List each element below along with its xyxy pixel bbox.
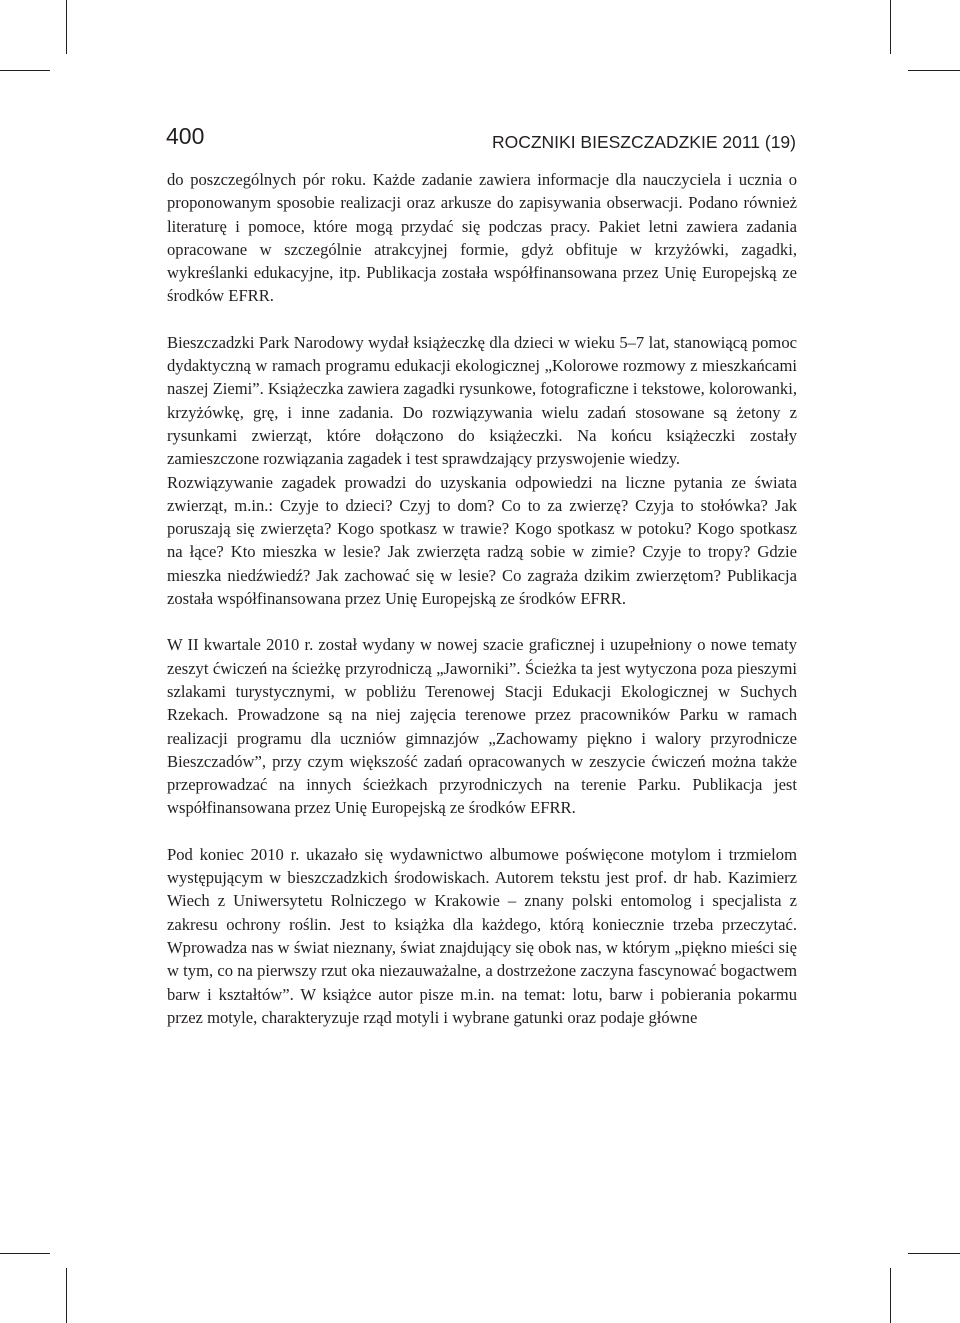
crop-mark-bottom-right [890,1268,891,1323]
crop-mark-top-right-horizontal [908,70,960,71]
crop-mark-top-right [890,0,891,54]
journal-title: ROCZNIKI BIESZCZADZKIE 2011 (19) [491,132,796,152]
crop-mark-top-left [66,0,67,54]
paragraph-jaworniki-workbook: W II kwartale 2010 r. został wydany w nowej szacie graficznej i uzupełniony o nowe tematy zeszyt ćwiczeń na ścieżkę przyrodniczą „Jaworniki”. Ścieżka ta jest wytyczona poza pieszymi szlakami turystycznymi, w pobliżu Terenowej Stacji Edukacji Ekologicznej w Suchych Rzekach. Prowadzone są na niej zajęcia terenowe przez pracowników Parku w ramach realizacji programu dla uczniów gimnazjów „Zachowamy piękno i walory przyrodnicze Bieszczadów”, przy czym większość zadań opracowanych w zeszycie ćwiczeń można także przeprowadzać na innych ścieżkach przyrodniczych na terenie Parku. Publikacja jest współfinansowana przez Unię Europejską ze środków EFRR. [167,635,797,818]
crop-mark-bottom-left-horizontal [0,1253,50,1254]
paragraph-childrens-booklet: Bieszczadzki Park Narodowy wydał książeczkę dla dzieci w wieku 5–7 lat, stanowiącą pomoc dydaktyczną w ramach programu edukacji ekologicznej „Kolorowe rozmowy z mieszkańcami naszej Ziemi”. Książeczka zawiera zagadki rysunkowe, fotograficzne i tekstowe, kolorowanki, krzyżówkę, grę, i inne zadania. Do rozwiązywania wielu zadań stosowane są żetony z rysunkami zwierząt, które dołączono do książeczki. Na końcu książeczki zostały zamieszczone rozwiązania zagadek i test sprawdzający przyswojenie wiedzy. [167,332,797,469]
paragraph-butterfly-album: Pod koniec 2010 r. ukazało się wydawnictwo albumowe poświęcone motylom i trzmielom występującym w bieszczadzkich środowiskach. Autorem tekstu jest prof. dr hab. Kazimierz Wiech z Uniwersytetu Rolniczego w Krakowie – znany polski entomolog i specjalista z zakresu ochrony roślin. Jest to książka dla każdego, którą koniecznie trzeba przeczytać. Wprowadza nas w świat nieznany, świat znajdujący się obok nas, w którym „piękno mieści się w tym, co na pierwszy rzut oka niezauważalne, a dostrzeżone zaczyna fascynować bogactwem barw i kształtów”. W książce autor pisze m.in. na temat: lotu, barw i pobierania pokarmu przez motyle, charakteryzuje rząd motyli i wybrane gatunki oraz podaje główne [167,844,797,1027]
article-body [167,168,797,1029]
crop-mark-bottom-right-horizontal [908,1253,960,1254]
crop-mark-bottom-left [66,1268,67,1323]
paragraph-season-package: do poszczególnych pór roku. Każde zadanie zawiera informacje dla nauczyciela i ucznia o proponowanym sposobie realizacji oraz arkusze do zapisywania obserwacji. Podano również literaturę i pomoce, które mogą przydać się podczas pracy. Pakiet letni zawiera zadania opracowane w szczególnie atrakcyjnej formie, gdyż obfituje w krzyżówki, zagadki, wykreślanki edukacyjne, itp. Publikacja została współfinansowana przez Unię Europejską ze środków EFRR. [167,170,797,306]
page-number: 400 [166,123,205,149]
running-header [166,120,796,160]
crop-mark-top-left-horizontal [0,70,50,71]
paragraph-riddle-questions: Rozwiązywanie zagadek prowadzi do uzyskania odpowiedzi na liczne pytania ze świata zwierząt, m.in.: Czyje to dzieci? Czyj to dom? Co to za zwierzę? Czyja to stołówka? Jak poruszają się zwierzęta? Kogo spotkasz w trawie? Kogo spotkasz w potoku? Kogo spotkasz na łące? Kto mieszka w lesie? Jak zwierzęta radzą sobie w zimie? Czyje to tropy? Gdzie mieszka niedźwiedź? Jak zachować się w lesie? Co zagraża dzikim zwierzętom? Publikacja została współfinansowana przez Unię Europejską ze środków EFRR. [167,472,797,609]
